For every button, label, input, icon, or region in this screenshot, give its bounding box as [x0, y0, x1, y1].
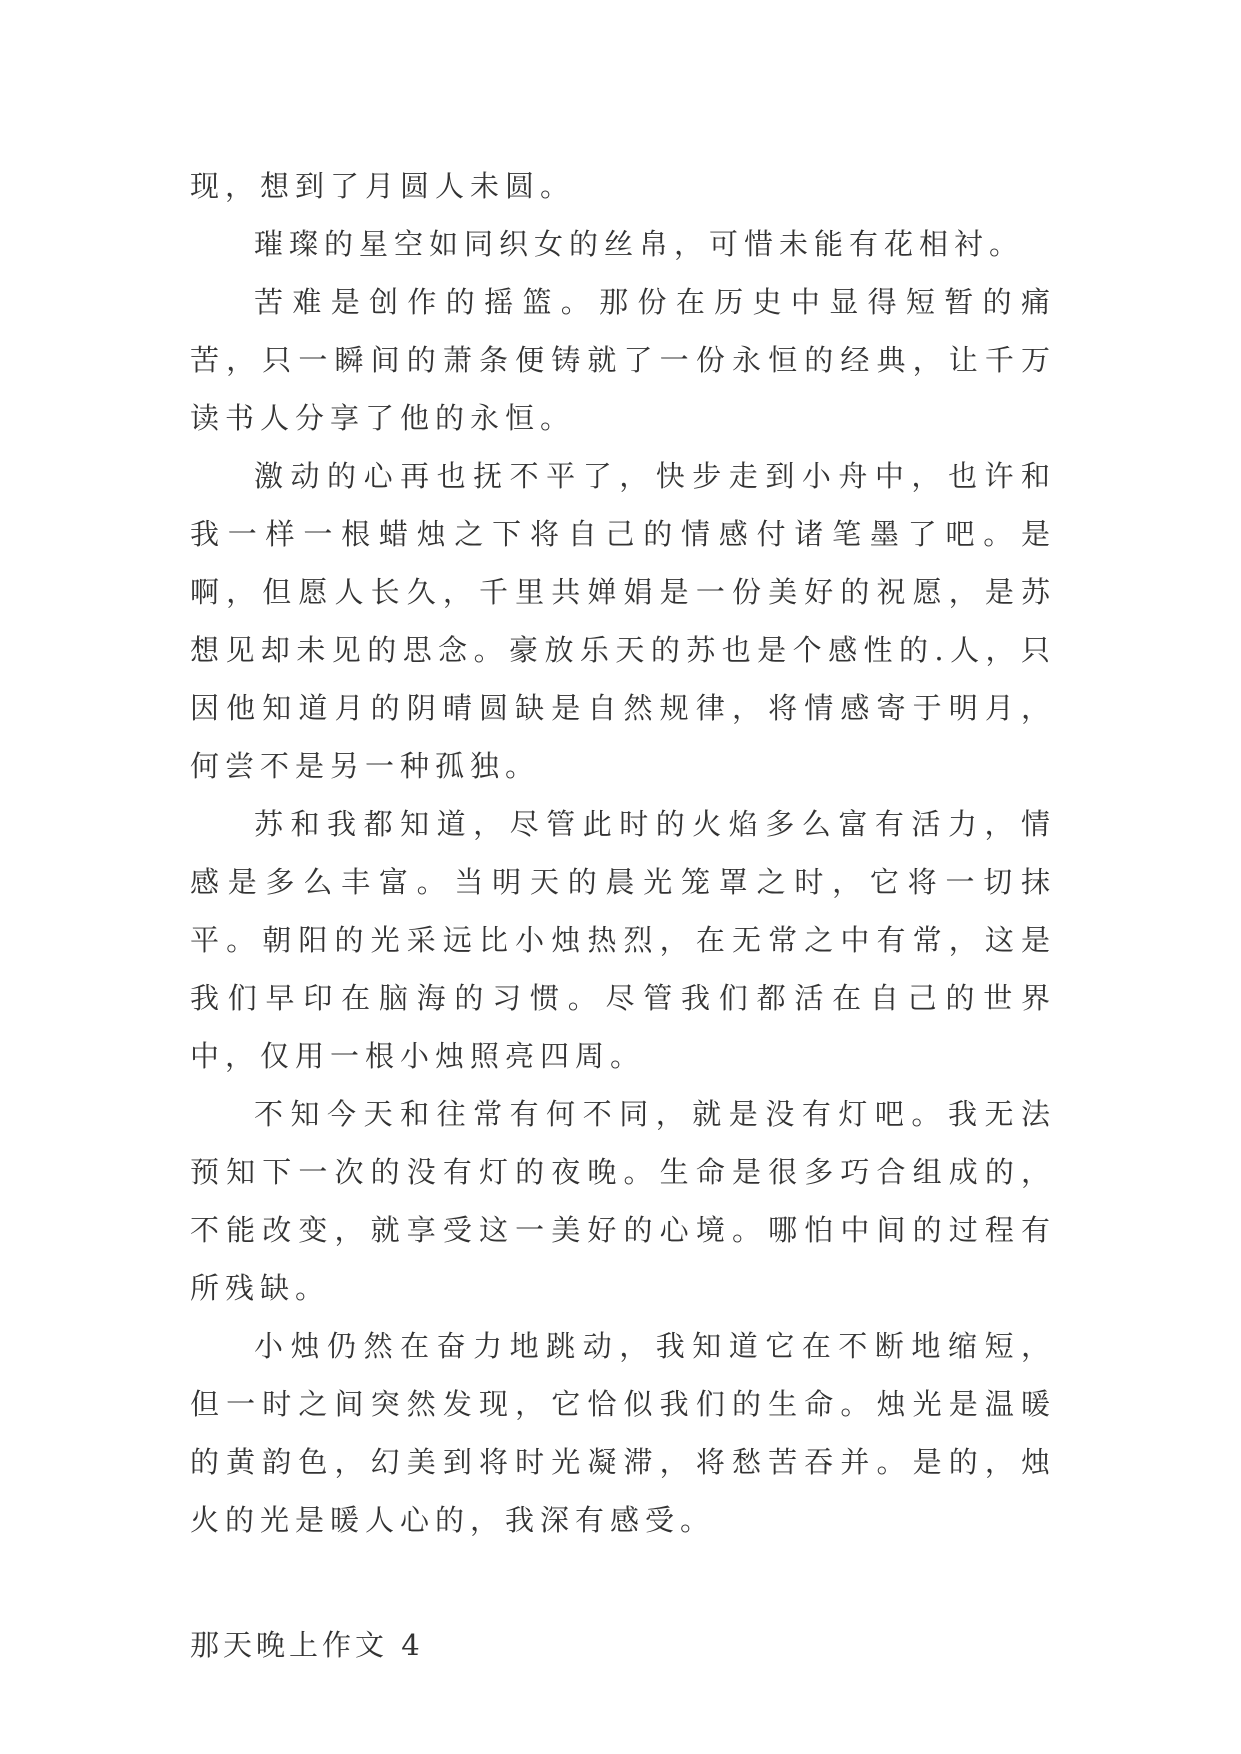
- paragraph: 不知今天和往常有何不同，就是没有灯吧。我无法预知下一次的没有灯的夜晚。生命是很多巧合组成的，不能改变，就享受这一美好的心境。哪怕中间的过程有所残缺。: [190, 1097, 1056, 1305]
- paragraph: 激动的心再也抚不平了，快步走到小舟中，也许和我一样一根蜡烛之下将自己的情感付诸笔墨了吧。是啊，但愿人长久，千里共婵娟是一份美好的祝愿，是苏想见却未见的思念。豪放乐天的苏也是个感性的.人，只因他知道月的阴晴圆缺是自然规律，将情感寄于明月，何尝不是另一种孤独。: [190, 459, 1056, 783]
- paragraph: 璀璨的星空如同织女的丝帛，可惜未能有花相衬。: [254, 227, 1025, 261]
- document-body: [190, 157, 1056, 1674]
- section-heading: 那天晚上作文 4: [190, 1628, 424, 1662]
- paragraph: 苦难是创作的摇篮。那份在历史中显得短暂的痛苦，只一瞬间的萧条便铸就了一份永恒的经典，让千万读书人分享了他的永恒。: [190, 285, 1056, 435]
- paragraph: 小烛仍然在奋力地跳动，我知道它在不断地缩短，但一时之间突然发现，它恰似我们的生命。烛光是温暖的黄韵色，幻美到将时光凝滞，将愁苦吞并。是的，烛火的光是暖人心的，我深有感受。: [190, 1329, 1056, 1537]
- paragraph: 苏和我都知道，尽管此时的火焰多么富有活力，情感是多么丰富。当明天的晨光笼罩之时，它将一切抹平。朝阳的光采远比小烛热烈，在无常之中有常，这是我们早印在脑海的习惯。尽管我们都活在自己的世界中，仅用一根小烛照亮四周。: [190, 807, 1056, 1073]
- paragraph-continuation: 现，想到了月圆人未圆。: [190, 169, 576, 203]
